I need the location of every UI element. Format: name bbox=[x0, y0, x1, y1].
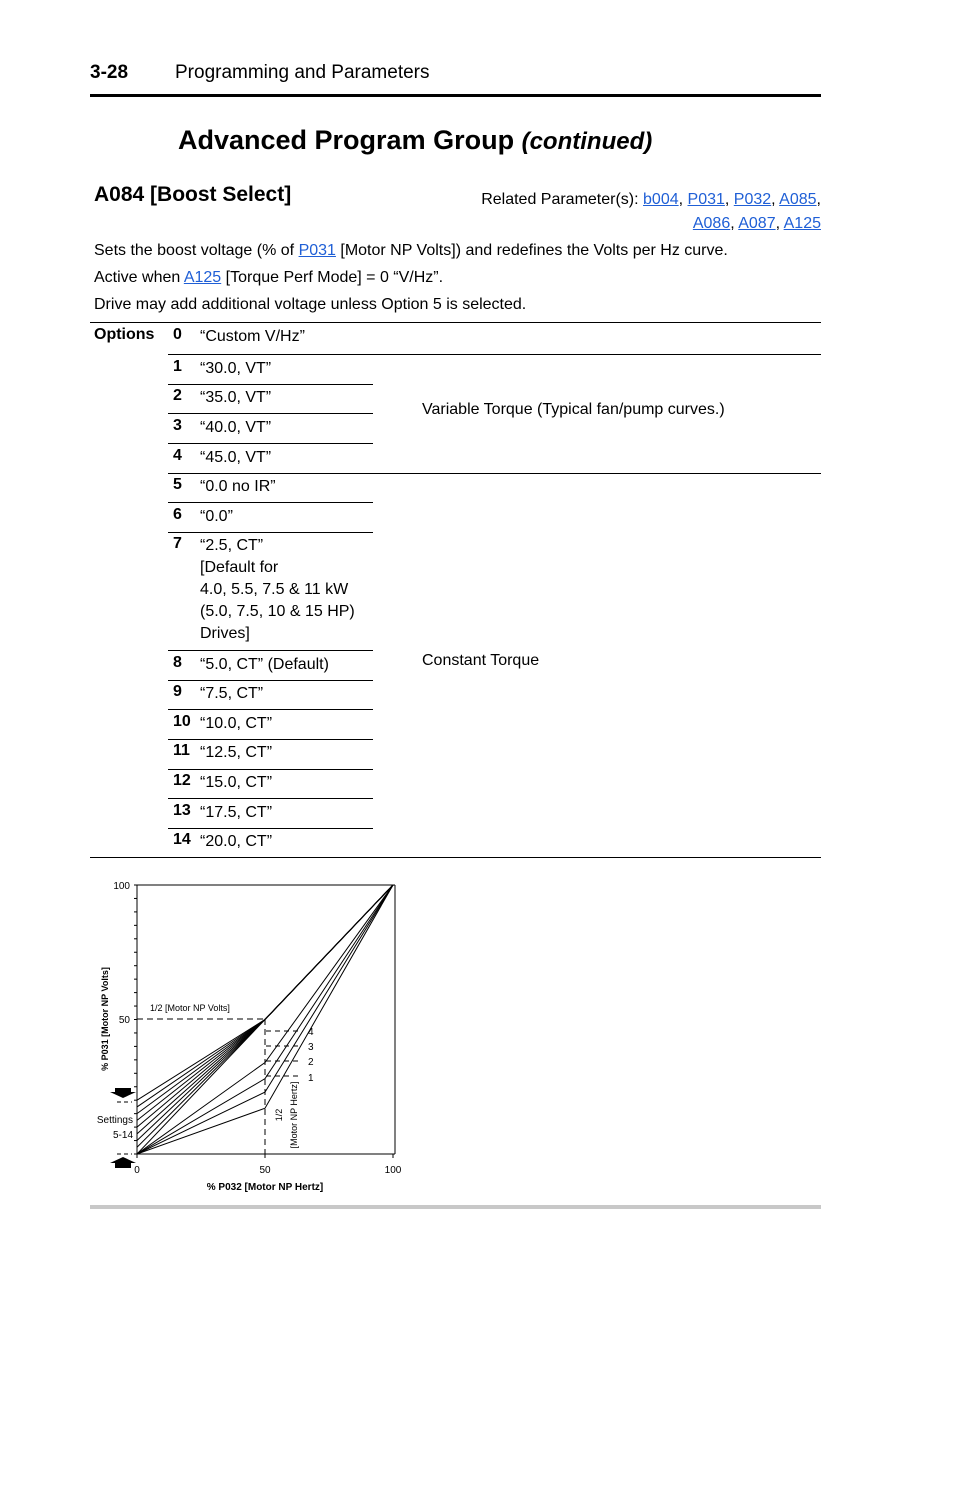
option-text: “0.0” bbox=[200, 508, 233, 525]
option-text: “20.0, CT” bbox=[200, 833, 273, 850]
y-tick-label: 50 bbox=[118, 1015, 130, 1026]
row-rule bbox=[168, 650, 373, 651]
option-number: 4 bbox=[173, 447, 182, 464]
options-label: Options bbox=[94, 326, 155, 343]
option-text: “30.0, VT” bbox=[200, 360, 272, 377]
table-top-rule bbox=[90, 322, 821, 323]
option-number: 7 bbox=[173, 535, 182, 552]
vt-label: 2 bbox=[308, 1057, 314, 1068]
option-text: “35.0, VT” bbox=[200, 389, 272, 406]
option-text: “15.0, CT” bbox=[200, 774, 273, 791]
option-note: [Default for bbox=[200, 559, 279, 576]
link-p031[interactable]: P031 bbox=[687, 191, 725, 208]
row-rule bbox=[168, 413, 373, 414]
page-title-continued: (continued) bbox=[521, 128, 653, 155]
option-number: 14 bbox=[173, 831, 191, 848]
page-title bbox=[178, 125, 652, 156]
link-a125-inline[interactable]: A125 bbox=[183, 269, 222, 286]
option-note: Drives] bbox=[200, 625, 250, 642]
y-axis-ticks bbox=[134, 885, 137, 1154]
y-tick-label: 100 bbox=[113, 881, 130, 892]
desc-text: [Torque Perf Mode] = 0 “V/Hz”. bbox=[221, 269, 444, 286]
vt-label: 4 bbox=[308, 1027, 314, 1038]
vt-label: 3 bbox=[308, 1042, 314, 1053]
row-rule bbox=[168, 680, 373, 681]
desc-text: [Motor NP Volts]) and redefines the Volts per Hz curve. bbox=[335, 242, 728, 259]
x-tick-label: 50 bbox=[259, 1165, 271, 1176]
option-text: “5.0, CT” (Default) bbox=[200, 656, 329, 673]
option-number: 12 bbox=[173, 772, 191, 789]
x-axis-label: % P032 [Motor NP Hertz] bbox=[206, 1182, 324, 1193]
option-text: “Custom V/Hz” bbox=[200, 328, 305, 345]
option-text: “45.0, VT” bbox=[200, 449, 272, 466]
option-number: 1 bbox=[173, 358, 182, 375]
row-rule bbox=[168, 769, 373, 770]
option-text: “17.5, CT” bbox=[200, 804, 273, 821]
x-tick-label: 100 bbox=[384, 1165, 402, 1176]
link-a087[interactable]: A087 bbox=[738, 215, 776, 232]
option-text: “7.5, CT” bbox=[200, 685, 264, 702]
option-text: “40.0, VT” bbox=[200, 419, 272, 436]
option-text: “12.5, CT” bbox=[200, 744, 273, 761]
row-rule bbox=[168, 443, 373, 444]
x-tick-label: 0 bbox=[134, 1165, 140, 1176]
option-text: “2.5, CT” bbox=[200, 537, 264, 554]
link-b004[interactable]: b004 bbox=[643, 191, 679, 208]
option-number: 3 bbox=[173, 417, 182, 434]
half-volts-label: 1/2 [Motor NP Volts] bbox=[150, 1003, 230, 1013]
row-rule bbox=[168, 798, 373, 799]
option-number: 9 bbox=[173, 683, 182, 700]
header-rule bbox=[90, 94, 821, 97]
row-rule bbox=[168, 739, 373, 740]
constant-torque-description: Constant Torque bbox=[422, 652, 540, 669]
option-number: 10 bbox=[173, 713, 191, 730]
y-axis-label: % P031 [Motor NP Volts] bbox=[100, 967, 110, 1071]
row-rule bbox=[168, 828, 373, 829]
arrow-down-icon bbox=[110, 1088, 136, 1098]
link-p032[interactable]: P032 bbox=[733, 191, 772, 208]
desc-text: Active when bbox=[94, 269, 184, 286]
table-bottom-rule bbox=[90, 857, 821, 858]
x-axis-ticks bbox=[137, 1154, 393, 1158]
option-text-multiline bbox=[200, 535, 355, 645]
row-rule bbox=[168, 709, 373, 710]
settings-label: 5-14 bbox=[112, 1130, 133, 1141]
option-text: “0.0 no IR” bbox=[200, 478, 276, 495]
option-number: 6 bbox=[173, 506, 182, 523]
arrow-up-icon bbox=[110, 1157, 136, 1168]
option-number: 11 bbox=[173, 742, 190, 759]
page-title-main: Advanced Program Group bbox=[178, 125, 515, 155]
option-number: 13 bbox=[173, 802, 191, 819]
vhz-chart bbox=[90, 870, 420, 1200]
vt-label: 1 bbox=[308, 1073, 314, 1084]
description-line-3: Drive may add additional voltage unless Option 5 is selected. bbox=[94, 296, 527, 313]
row-rule bbox=[168, 354, 821, 355]
link-a085[interactable]: A085 bbox=[779, 191, 817, 208]
half-hertz-label: 1/2 bbox=[274, 1108, 284, 1122]
option-number: 5 bbox=[173, 476, 182, 493]
option-number: 0 bbox=[173, 326, 182, 343]
link-a125[interactable]: A125 bbox=[783, 215, 821, 232]
option-number: 2 bbox=[173, 387, 182, 404]
related-label: Related Parameter(s): bbox=[481, 191, 639, 208]
link-a086[interactable]: A086 bbox=[692, 215, 731, 232]
half-hertz-label: [Motor NP Hertz] bbox=[289, 1081, 299, 1149]
settings-label: Settings bbox=[96, 1115, 133, 1126]
ct-curve bbox=[137, 885, 393, 1100]
related-parameters: Related Parameter(s): b004, P031, P032, A085, A086, A087, A125 bbox=[481, 191, 821, 232]
description-line-2 bbox=[94, 269, 443, 287]
page-bottom-rule bbox=[90, 1205, 821, 1209]
row-rule bbox=[168, 473, 821, 474]
section-title: Programming and Parameters bbox=[175, 62, 430, 83]
option-note: 4.0, 5.5, 7.5 & 11 kW bbox=[200, 581, 349, 598]
option-number: 8 bbox=[173, 654, 182, 671]
variable-torque-description: Variable Torque (Typical fan/pump curves.) bbox=[422, 401, 725, 418]
page-number: 3-28 bbox=[90, 62, 129, 83]
option-text: “10.0, CT” bbox=[200, 715, 273, 732]
option-note: (5.0, 7.5, 10 & 15 HP) bbox=[200, 603, 355, 620]
link-p031-inline[interactable]: P031 bbox=[298, 242, 336, 259]
row-rule bbox=[168, 532, 373, 533]
row-rule bbox=[168, 384, 373, 385]
desc-text: Sets the boost voltage (% of bbox=[94, 242, 299, 259]
description-line-1 bbox=[94, 242, 728, 260]
parameter-title: A084 [Boost Select] bbox=[94, 183, 292, 206]
row-rule bbox=[168, 502, 373, 503]
